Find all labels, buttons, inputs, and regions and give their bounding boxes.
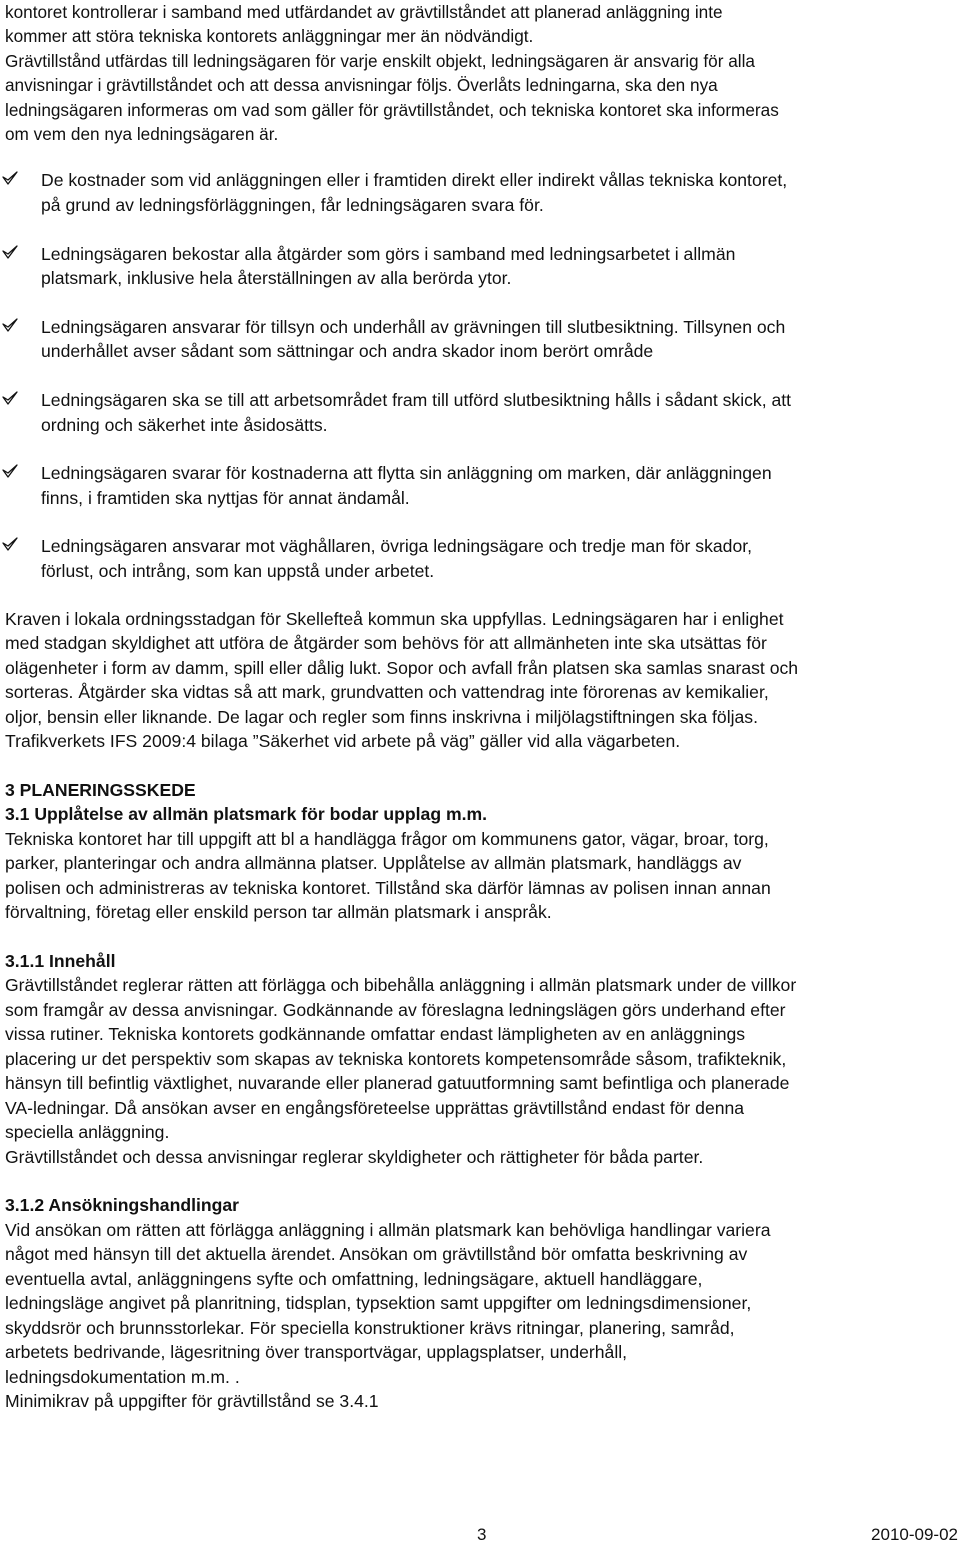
text-line: med stadgan skyldighet att utföra de åtgärder som behövs för att allmänheten inte ska utsättas för — [5, 633, 767, 654]
list-item — [5, 388, 953, 437]
text-line: Ledningsägaren svarar för kostnaderna att flytta sin anläggning om marken, där anläggningen — [41, 463, 772, 484]
text-line: Minimikrav på uppgifter för grävtillstånd se 3.4.1 — [5, 1391, 379, 1412]
checkmark-arrowhead-bullet-icon — [2, 170, 18, 186]
text-line: arbetets bedrivande, lägesritning över transportvägar, upplagsplatser, underhåll, — [5, 1342, 628, 1363]
text-line: olägenheter i form av damm, spill eller dålig lukt. Sopor och avfall från platsen ska samlas snarast och — [5, 657, 799, 678]
checkmark-arrowhead-bullet-icon — [2, 536, 18, 552]
list-item — [5, 242, 953, 291]
text-line: speciella anläggning. — [5, 1122, 170, 1143]
subsection-heading: 3.1.2 Ansökningshandlingar — [5, 1195, 239, 1216]
text-line: på grund av ledningsförläggningen, får ledningsägaren svara för. — [41, 195, 544, 216]
text-line: oljor, bensin eller liknande. De lagar och regler som finns inskrivna i miljölagstiftningen ska följas. — [5, 706, 758, 727]
checkmark-arrowhead-bullet-icon — [2, 390, 18, 406]
bullet-list — [5, 168, 953, 583]
text-line: vissa rutiner. Tekniska kontorets godkännande omfattar endast lämpligheten av en anläggnings — [5, 1024, 746, 1045]
text-line: förvaltning, företag eller enskild person tar allmän platsmark i anspråk. — [5, 902, 552, 923]
text-line: ledningsläge angivet på planritning, tidsplan, typsektion samt uppgifter om ledningsdimensioner, — [5, 1293, 752, 1314]
list-item — [5, 461, 953, 510]
text-line: platsmark, inklusive hela återställningen av alla berörda ytor. — [41, 268, 512, 289]
section-paragraph — [5, 1218, 953, 1414]
document-page — [5, 0, 953, 1414]
list-item — [5, 534, 953, 583]
text-line: underhållet avser sådant som sättningar och andra skador inom berört område — [41, 341, 654, 362]
checkmark-arrowhead-bullet-icon — [2, 463, 18, 479]
footer-date: 2010-09-02 — [871, 1525, 958, 1544]
text-line: förlust, och intrång, som kan uppstå under arbetet. — [41, 560, 435, 581]
text-line: anvisningar i grävtillståndet och att dessa anvisningar följs. Överlåts ledningarna, ska den nya — [5, 75, 718, 96]
intro-paragraph — [5, 0, 953, 146]
text-line: ordning och säkerhet inte åsidosätts. — [41, 414, 328, 435]
checkmark-arrowhead-bullet-icon — [2, 244, 18, 260]
text-line: VA-ledningar. Då ansökan avser en engångsföreteelse upprättas grävtillstånd endast för denna — [5, 1097, 745, 1118]
text-line: polisen och administreras av tekniska kontoret. Tillstånd ska därför lämnas av polisen innan annan — [5, 877, 771, 898]
text-line: skyddsrör och brunnsstorlekar. För speciella konstruktioner krävs ritningar, planering, samråd, — [5, 1317, 735, 1338]
text-line: Grävtillståndet reglerar rätten att förlägga och bibehålla anläggning i allmän platsmark under de villkor — [5, 975, 797, 996]
list-item — [5, 168, 953, 217]
page-footer — [0, 1525, 960, 1547]
section-paragraph — [5, 827, 953, 925]
text-line: finns, i framtiden ska nyttjas för annat ändamål. — [41, 487, 410, 508]
text-line: kontoret kontrollerar i samband med utfärdandet av grävtillståndet att planerad anläggning inte — [5, 2, 723, 22]
text-line: Grävtillståndet och dessa anvisningar reglerar skyldigheter och rättigheter för båda parter. — [5, 1146, 704, 1167]
text-line: Tekniska kontoret har till uppgift att bl a handlägga frågor om kommunens gator, vägar, broar, torg, — [5, 828, 769, 849]
text-line: Ledningsägaren ska se till att arbetsområdet fram till utförd slutbesiktning hålls i sådant skick, att — [41, 390, 792, 410]
text-line: Ledningsägaren ansvarar mot väghållaren, övriga ledningsägare och tredje man för skador, — [41, 536, 753, 557]
page-number: 3 — [477, 1525, 487, 1544]
kraven-paragraph — [5, 607, 953, 754]
text-line: hänsyn till befintlig växtlighet, nuvarande eller planerad gatuutformning samt befintliga och planerade — [5, 1073, 790, 1094]
subsection-heading: 3.1.1 Innehåll — [5, 950, 116, 971]
subsection-heading: 3.1 Upplåtelse av allmän platsmark för bodar upplag m.m. — [5, 804, 488, 825]
text-line: placering ur det perspektiv som skapas av tekniska kontorets kompetensområde såsom, trafikteknik, — [5, 1048, 787, 1069]
text-line: något med hänsyn till det aktuella ärendet. Ansökan om grävtillstånd bör omfatta beskrivning av — [5, 1244, 748, 1265]
text-line: ledningsägaren informeras om vad som gäller för grävtillståndet, och tekniska kontoret ska informeras — [5, 99, 779, 120]
text-line: parker, planteringar och andra allmänna platser. Upplåtelse av allmän platsmark, handläggs av — [5, 853, 742, 874]
text-line: sorteras. Åtgärder ska vidtas så att mark, grundvatten och vattendrag inte förorenas av kemikalier, — [5, 682, 769, 703]
text-line: om vem den nya ledningsägaren är. — [5, 124, 279, 145]
text-line: Kraven i lokala ordningsstadgan för Skellefteå kommun ska uppfyllas. Ledningsägaren har i enlighet — [5, 608, 784, 629]
text-line: ledningsdokumentation m.m. . — [5, 1366, 240, 1387]
text-line: kommer att störa tekniska kontorets anläggningar mer än nödvändigt. — [5, 26, 534, 47]
text-line: Trafikverkets IFS 2009:4 bilaga ”Säkerhet vid arbete på väg” gäller vid alla vägarbeten. — [5, 731, 681, 752]
section-paragraph — [5, 973, 953, 1169]
list-item — [5, 315, 953, 364]
text-line: eventuella avtal, anläggningens syfte och omfattning, ledningsägare, aktuell handläggare, — [5, 1268, 703, 1289]
text-line: Ledningsägaren ansvarar för tillsyn och underhåll av grävningen till slutbesiktning. Tillsynen och — [41, 316, 786, 337]
text-line: Grävtillstånd utfärdas till ledningsägaren för varje enskilt objekt, ledningsägaren är ansvarig för alla — [5, 50, 755, 71]
checkmark-arrowhead-bullet-icon — [2, 317, 18, 333]
text-line: De kostnader som vid anläggningen eller i framtiden direkt eller indirekt vållas tekniska kontoret, — [41, 170, 788, 191]
text-line: Ledningsägaren bekostar alla åtgärder som görs i samband med ledningsarbetet i allmän — [41, 243, 736, 264]
text-line: Vid ansökan om rätten att förlägga anläggning i allmän platsmark kan behövliga handlingar variera — [5, 1219, 771, 1240]
section-heading: 3 PLANERINGSSKEDE — [5, 779, 196, 800]
text-line: som framgår av dessa anvisningar. Godkännande av föreslagna ledningslägen görs underhand efter — [5, 999, 786, 1020]
